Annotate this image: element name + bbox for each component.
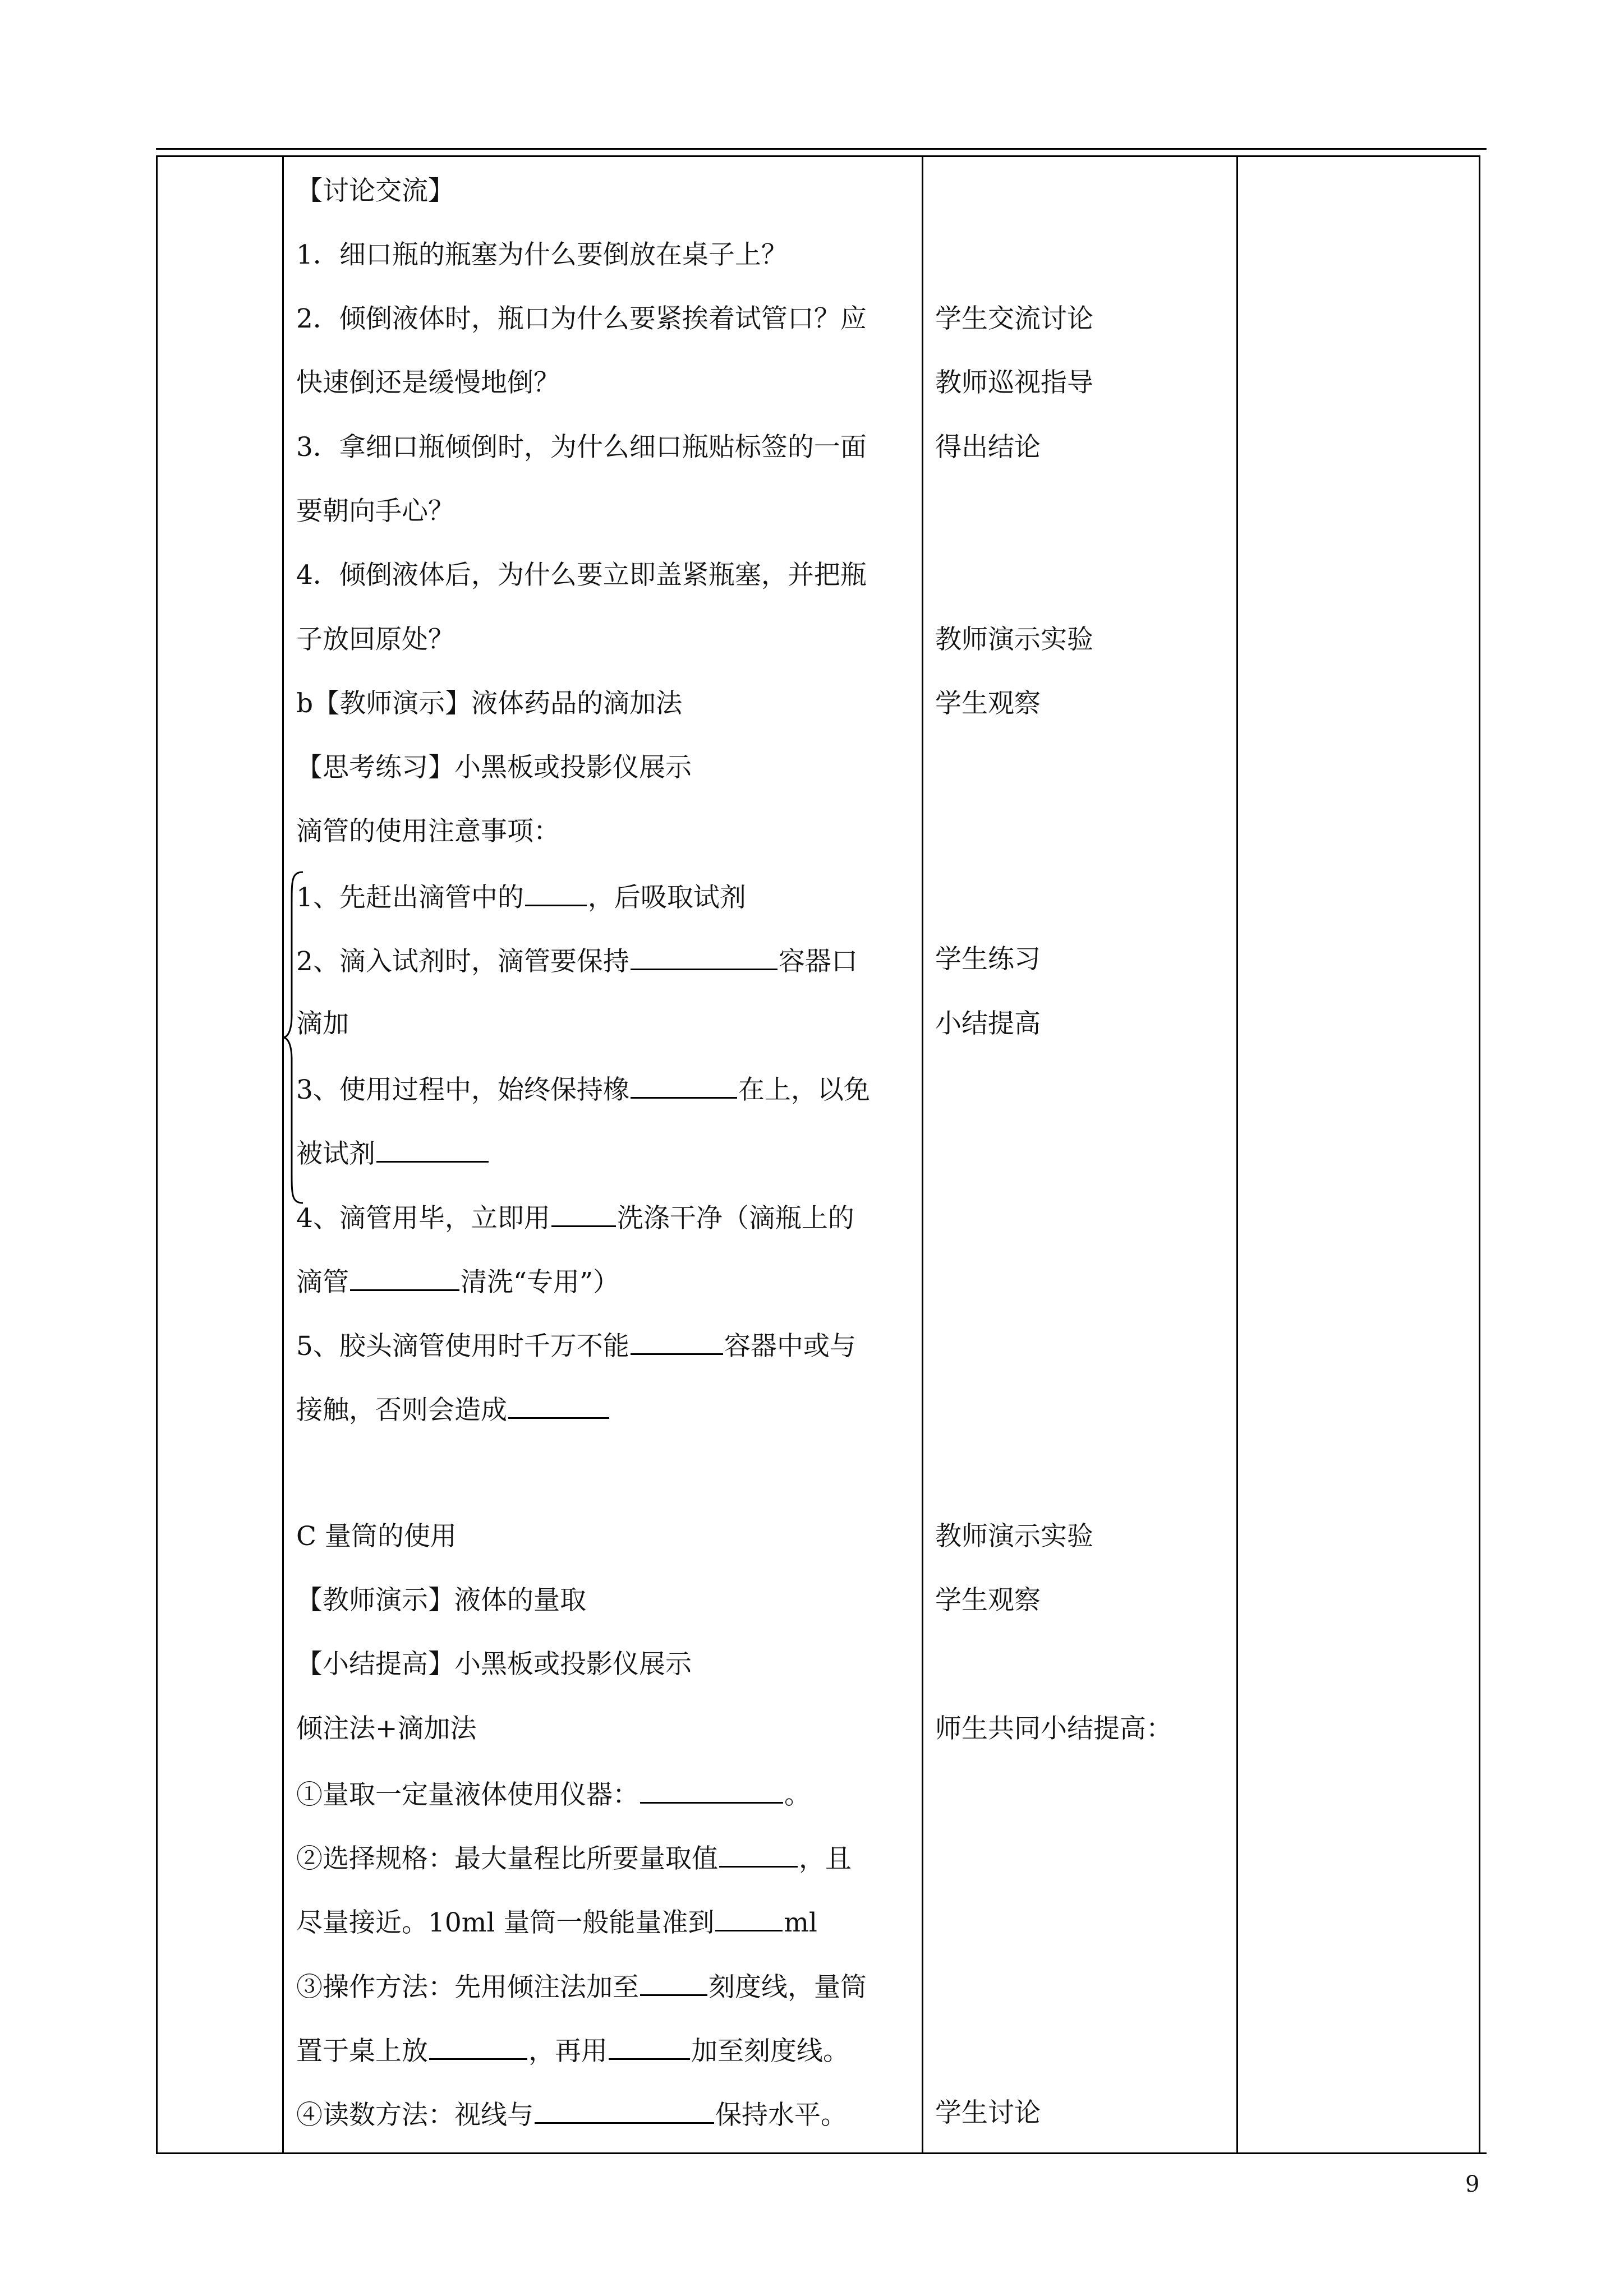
cylinder-note-1 — [296, 1776, 811, 1812]
table-right-border — [1479, 155, 1480, 2154]
dropper-note-5-line-2 — [296, 1391, 610, 1427]
question-1: 1．细口瓶的瓶塞为什么要倒放在桌子上？ — [296, 239, 788, 270]
blank-1 — [525, 879, 587, 906]
cylinder-note-3-line-2-text: 置于桌上放 — [296, 2036, 428, 2067]
dropper-note-4-line-2 — [296, 1264, 619, 1299]
dropper-note-2 — [296, 943, 858, 979]
column-divider-3 — [1236, 155, 1238, 2154]
header-rule — [156, 148, 1487, 150]
blank-13 — [429, 2032, 527, 2060]
dropper-note-5-line-2-text: 接触，否则会造成 — [296, 1395, 507, 1426]
cylinder-note-3-line-2-tail: 加至刻度线。 — [691, 2036, 849, 2067]
activity-11: 学生讨论 — [935, 2097, 1041, 2128]
dropper-note-5-text: 5、胶头滴管使用时千万不能 — [296, 1331, 629, 1362]
question-3-line-1: 3．拿细口瓶倾倒时，为什么细口瓶贴标签的一面 — [296, 432, 867, 463]
cylinder-note-1-text: ①量取一定量液体使用仪器： — [296, 1779, 639, 1810]
cylinder-note-2 — [296, 1840, 852, 1876]
dropper-note-3-tail: 在上，以免 — [738, 1075, 870, 1105]
activity-8: 教师演示实验 — [935, 1521, 1093, 1552]
c-method: 倾注法+滴加法 — [296, 1713, 477, 1744]
dropper-title: 滴管的使用注意事项： — [296, 816, 560, 847]
blank-9 — [640, 1776, 783, 1804]
activity-5: 学生观察 — [935, 688, 1041, 719]
table-top-border — [156, 155, 1480, 157]
question-3-line-2: 要朝向手心？ — [296, 496, 454, 527]
blank-11 — [715, 1904, 783, 1931]
activity-3: 得出结论 — [935, 432, 1041, 463]
dropper-note-4-tail: 洗涤干净（滴瓶上的 — [617, 1203, 854, 1234]
activity-9: 学生观察 — [935, 1585, 1041, 1616]
cylinder-note-3-text: ③操作方法：先用倾注法加至 — [296, 1972, 639, 2003]
blank-6 — [350, 1264, 459, 1291]
page-number: 9 — [1465, 2171, 1480, 2197]
dropper-note-3-line-2 — [296, 1135, 490, 1171]
cylinder-note-4-tail: 保持水平。 — [715, 2100, 847, 2131]
cylinder-note-3-line-2-mid: ，再用 — [528, 2036, 608, 2067]
blank-10 — [719, 1840, 798, 1868]
cylinder-note-2-line-2-unit: ml — [784, 1907, 817, 1938]
dropper-note-5-tail: 容器中或与 — [724, 1331, 856, 1362]
dropper-note-1-tail: ，后吸取试剂 — [587, 882, 746, 913]
dropper-note-5 — [296, 1327, 856, 1363]
cylinder-note-3-tail: 刻度线，量筒 — [709, 1972, 867, 2003]
dropper-note-4-text: 4、滴管用毕，立即用 — [296, 1203, 550, 1234]
activity-4: 教师演示实验 — [935, 624, 1093, 655]
blank-5 — [551, 1200, 616, 1227]
dropper-note-2-tail: 容器口 — [778, 946, 858, 977]
blank-8 — [508, 1391, 609, 1419]
blank-14 — [609, 2032, 690, 2060]
activity-1: 学生交流讨论 — [935, 303, 1093, 334]
cylinder-note-2-line-2 — [296, 1904, 817, 1940]
blank-7 — [631, 1327, 723, 1355]
c-title: C 量筒的使用 — [296, 1521, 457, 1552]
blank-15 — [535, 2096, 714, 2124]
cylinder-note-3-line-2 — [296, 2032, 849, 2068]
cylinder-note-4-text: ④读数方法：视线与 — [296, 2100, 533, 2131]
dropper-note-4-line-2-tail: 清洗“专用”） — [461, 1267, 620, 1298]
c-summary: 【小结提高】小黑板或投影仪展示 — [296, 1649, 692, 1680]
activity-10: 师生共同小结提高： — [935, 1713, 1172, 1744]
dropper-note-1-text: 1、先赶出滴管中的 — [296, 882, 524, 913]
dropper-note-3-text: 3、使用过程中，始终保持橡 — [296, 1075, 629, 1105]
cylinder-note-1-tail: 。 — [784, 1779, 811, 1810]
table-left-border — [156, 155, 158, 2154]
blank-12 — [640, 1968, 707, 1996]
dropper-note-2-line-2: 滴加 — [296, 1008, 349, 1039]
cylinder-note-4 — [296, 2096, 847, 2132]
dropper-note-3 — [296, 1071, 870, 1107]
b-teacher-demo: b【教师演示】液体药品的滴加法 — [296, 688, 683, 719]
question-2-line-1: 2．倾倒液体时，瓶口为什么要紧挨着试管口？应 — [296, 303, 867, 334]
dropper-note-4-line-2-text: 滴管 — [296, 1267, 349, 1298]
cylinder-note-2-text: ②选择规格：最大量程比所要量取值 — [296, 1843, 718, 1874]
practice-header: 【思考练习】小黑板或投影仪展示 — [296, 752, 692, 783]
activity-6: 学生练习 — [935, 944, 1041, 975]
column-divider-2 — [922, 155, 923, 2154]
blank-4 — [376, 1135, 489, 1163]
question-2-line-2: 快速倒还是缓慢地倒？ — [296, 367, 560, 398]
question-4-line-2: 子放回原处？ — [296, 624, 454, 655]
blank-3 — [631, 1071, 737, 1099]
c-teacher-demo: 【教师演示】液体的量取 — [296, 1585, 586, 1616]
table-bottom-border — [156, 2152, 1487, 2154]
question-4-line-1: 4．倾倒液体后，为什么要立即盖紧瓶塞，并把瓶 — [296, 560, 867, 591]
dropper-note-3-line-2-text: 被试剂 — [296, 1138, 375, 1169]
dropper-note-1 — [296, 879, 746, 915]
cylinder-note-3 — [296, 1968, 867, 2004]
discussion-header: 【讨论交流】 — [296, 176, 454, 206]
activity-2: 教师巡视指导 — [935, 367, 1093, 398]
blank-2 — [631, 943, 778, 970]
dropper-note-2-text: 2、滴入试剂时，滴管要保持 — [296, 946, 629, 977]
dropper-note-4 — [296, 1200, 854, 1235]
cylinder-note-2-tail: ，且 — [799, 1843, 852, 1874]
activity-7: 小结提高 — [935, 1008, 1041, 1039]
cylinder-note-2-line-2-text: 尽量接近。10ml 量筒一般能量准到 — [296, 1907, 715, 1938]
